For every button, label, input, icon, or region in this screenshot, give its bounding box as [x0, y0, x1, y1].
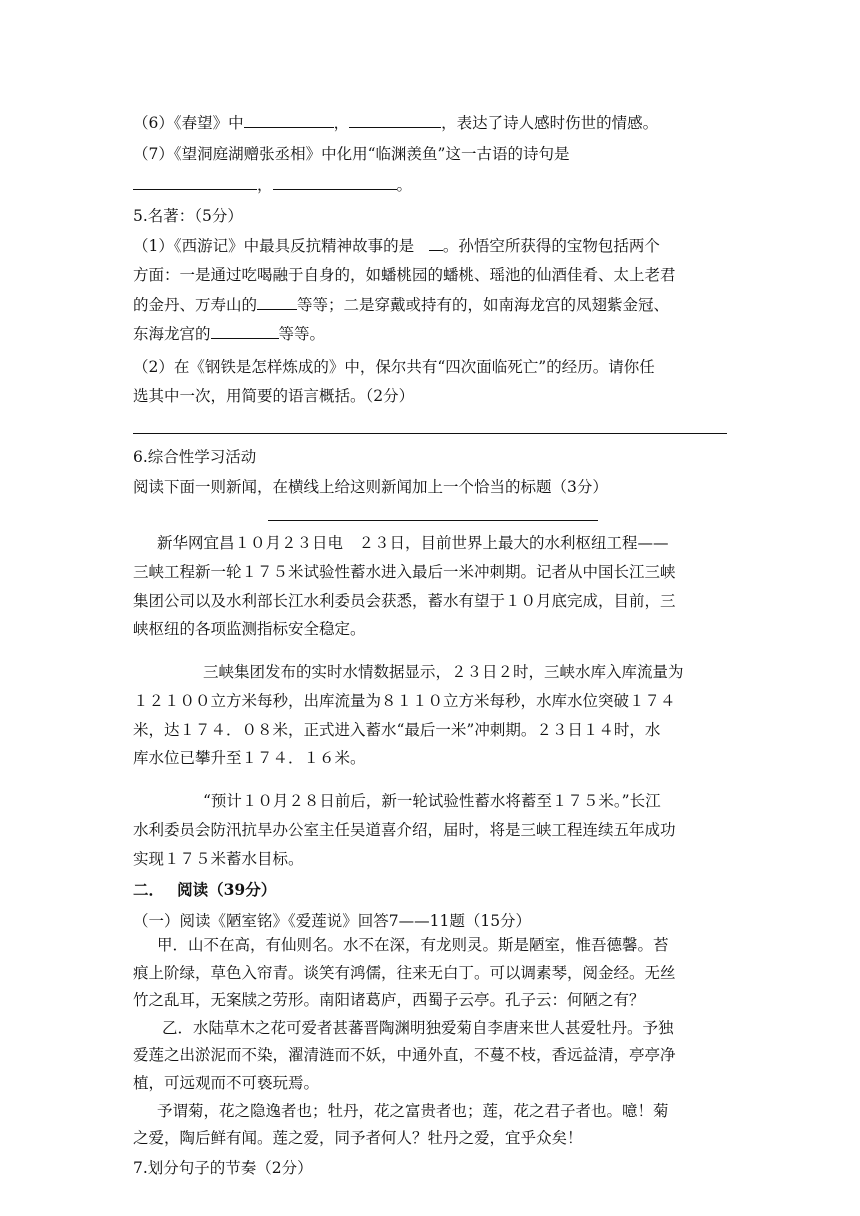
blank-6b[interactable] [349, 112, 441, 128]
news-line: 三峡工程新一轮１７５米试验性蓄水进入最后一米冲刺期。记者从中国长江三峡 [133, 563, 676, 581]
q4-item7-answer: ， 。 [133, 174, 412, 196]
news-line: 实现１７５米蓄水目标。 [133, 850, 304, 868]
passage-line: 爱莲之出淤泥而不染，濯清涟而不妖，中通外直，不蔓不枝，香远益清，亭亭净 [133, 1046, 676, 1064]
news-line: １２１００立方米每秒，出库流量为８１１０立方米每秒，水库水位突破１７４ [133, 692, 676, 710]
q5-p1-line1: （1）《西游记》中最具反抗精神故事的是 。孙悟空所获得的宝物包括两个 [133, 237, 660, 255]
section-heading-reading: 二． 阅读（39分） [133, 880, 277, 899]
blank-6a[interactable] [244, 112, 334, 128]
news-line: 米，达１７４．０８米，正式进入蓄水“最后一米”冲刺期。２３日１４时，水 [133, 721, 661, 739]
answer-line-5-2[interactable] [133, 433, 727, 434]
q5-p2-line1: （2）在《钢铁是怎样炼成的》中，保尔共有“四次面临死亡”的经历。请你任 [133, 358, 655, 376]
blank-7a[interactable] [133, 174, 257, 190]
passage-line: 予谓菊，花之隐逸者也；牡丹，花之富贵者也；莲，花之君子者也。噫！菊 [157, 1102, 669, 1120]
q6-instruction: 阅读下面一则新闻，在横线上给这则新闻加上一个恰当的标题（3分） [133, 478, 608, 496]
passage-line: 植，可远观而不可亵玩焉。 [133, 1074, 320, 1092]
q6-heading: 6.综合性学习活动 [133, 448, 257, 466]
blank-5-1b[interactable] [257, 294, 297, 310]
passage-line: 痕上阶绿，草色入帘青。谈笑有鸿儒，往来无白丁。可以调素琴，阅金经。无丝 [133, 964, 676, 982]
news-line: 新华网宜昌１０月２３日电 ２３日，目前世界上最大的水利枢纽工程—— [157, 534, 669, 552]
q4-item7: （7）《望洞庭湖赠张丞相》中化用“临渊羡鱼”这一古语的诗句是 [133, 145, 570, 163]
q5-p1-line4: 东海龙宫的 等等。 [133, 325, 326, 343]
blank-5-1c[interactable] [211, 323, 279, 339]
passage-line: 乙．水陆草木之花可爱者甚蕃晋陶渊明独爱菊自李唐来世人甚爱牡丹。予独 [162, 1019, 674, 1037]
news-line: 集团公司以及水利部长江水利委员会获悉，蓄水有望于１０月底完成，目前，三 [133, 592, 676, 610]
q5-heading: 5.名著：（5分） [133, 207, 243, 225]
news-line: “预计１０月２８日前后，新一轮试验性蓄水将蓄至１７５米。”长江 [203, 792, 661, 810]
news-line: 水利委员会防汛抗旱办公室主任吴道喜介绍，届时，将是三峡工程连续五年成功 [133, 821, 676, 839]
blank-7b[interactable] [273, 174, 397, 190]
q5-p2-line2: 选其中一次，用简要的语言概括。（2分） [133, 387, 415, 405]
news-line: 峡枢纽的各项监测指标安全稳定。 [133, 620, 366, 638]
blank-5-1a[interactable] [429, 235, 443, 251]
q5-p1-line3: 的金丹、万寿山的 等等；二是穿戴或持有的，如南海龙宫的凤翅紫金冠、 [133, 296, 670, 314]
passage-line: 甲．山不在高，有仙则名。水不在深，有龙则灵。斯是陋室，惟吾德馨。苔 [157, 936, 669, 954]
q4-item6: （6）《春望》中 ， ，表达了诗人感时伤世的情感。 [133, 114, 659, 132]
news-line: 库水位已攀升至１７４．１６米。 [133, 749, 366, 767]
q5-p1-line2: 方面：一是通过吃喝融于自身的，如蟠桃园的蟠桃、瑶池的仙酒佳肴、太上老君 [133, 266, 676, 284]
reading-subheading: （一）阅读《陋室铭》《爱莲说》回答7——11题（15分） [133, 912, 532, 930]
passage-line: 之爱，陶后鲜有闻。莲之爱，同予者何人？牡丹之爱，宜乎众矣！ [133, 1129, 583, 1147]
news-title-blank[interactable] [268, 520, 598, 521]
passage-line: 竹之乱耳，无案牍之劳形。南阳诸葛庐，西蜀子云亭。孔子云：何陋之有？ [133, 991, 645, 1009]
news-line: 三峡集团发布的实时水情数据显示，２３日２时，三峡水库入库流量为 [203, 663, 684, 681]
q7-heading: 7.划分句子的节奏（2分） [133, 1159, 313, 1177]
